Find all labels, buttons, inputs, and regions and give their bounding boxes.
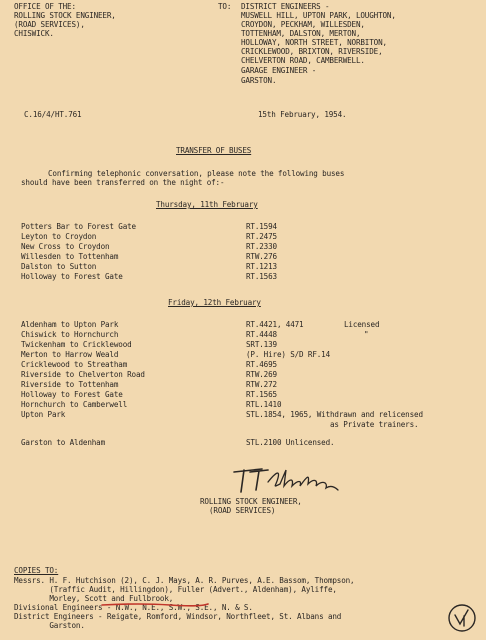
transfer-bus: RT.2475	[246, 232, 277, 241]
transfer-route: Potters Bar to Forest Gate	[21, 222, 136, 231]
copies-line: Messrs. H. F. Hutchison (2), C. J. Mays, A. R. Purves, A.E. Bassom, Thompson,	[14, 576, 355, 585]
copies-line: Garston.	[14, 621, 85, 630]
copies-line: Morley, Scott and Fullbrook,	[14, 594, 174, 603]
transfer-route: Cricklewood to Streatham	[21, 360, 128, 369]
intro-line-1: Confirming telephonic conversation, please note the following buses	[48, 169, 345, 178]
to-line: GARAGE ENGINEER -	[241, 66, 317, 75]
to-line: TOTTENHAM, DALSTON, MERTON,	[241, 29, 361, 38]
memo-heading: TRANSFER OF BUSES	[176, 146, 252, 155]
to-line: CRICKLEWOOD, BRIXTON, RIVERSIDE,	[241, 47, 383, 56]
to-line: CHELVERTON ROAD, CAMBERWELL.	[241, 56, 365, 65]
red-pen-underline	[100, 601, 210, 609]
copies-line: (Traffic Audit, Hillingdon), Fuller (Advert., Aldenham), Ayliffe,	[14, 585, 337, 594]
transfer-route: Garston to Aldenham	[21, 438, 106, 447]
transfer-bus: SRT.139	[246, 340, 277, 349]
transfer-bus: RT.4448	[246, 330, 277, 339]
to-line: GARSTON.	[241, 76, 277, 85]
transfer-bus: RTW.269	[246, 370, 277, 379]
transfer-route: Chiswick to Hornchurch	[21, 330, 119, 339]
copies-line: District Engineers - Reigate, Romford, Windsor, Northfleet, St. Albans and	[14, 612, 342, 621]
transfer-bus: RTW.272	[246, 380, 277, 389]
transfer-route: Willesden to Tottenham	[21, 252, 119, 261]
transfer-bus: RT.2330	[246, 242, 277, 251]
transfer-route: Leyton to Croydon	[21, 232, 97, 241]
transfer-bus-continued: as Private trainers.	[330, 420, 419, 429]
transfer-bus: STL.1854, 1965, Withdrawn and relicensed	[246, 410, 423, 419]
from-line-4: CHISWICK.	[14, 29, 54, 38]
transfer-route: Aldenham to Upton Park	[21, 320, 119, 329]
transfer-route: Riverside to Chelverton Road	[21, 370, 145, 379]
to-label: TO:	[218, 2, 232, 11]
handwritten-signature	[232, 458, 342, 498]
transfer-bus: RT.4421, 4471	[246, 320, 304, 329]
transfer-route: Upton Park	[21, 410, 66, 419]
transfer-route: Hornchurch to Camberwell	[21, 400, 128, 409]
transfer-bus: RT.1565	[246, 390, 277, 399]
from-line-3: (ROAD SERVICES),	[14, 20, 85, 29]
transfer-route: Dalston to Sutton	[21, 262, 97, 271]
memo-date: 15th February, 1954.	[258, 110, 347, 119]
transfer-bus: RT.1213	[246, 262, 277, 271]
transfer-route: Riverside to Tottenham	[21, 380, 119, 389]
transfer-note: Licensed	[344, 320, 380, 329]
to-line: DISTRICT ENGINEERS -	[241, 2, 330, 11]
section-thursday-title: Thursday, 11th February	[156, 200, 258, 209]
transfer-bus: (P. Hire) S/D RF.14	[246, 350, 331, 359]
transfer-bus: RTW.276	[246, 252, 277, 261]
transfer-bus: RT.1594	[246, 222, 277, 231]
copies-line: Divisional Engineers - N.W., N.E., S.W., S.E., N. & S.	[14, 603, 253, 612]
transfer-route: New Cross to Croydon	[21, 242, 110, 251]
transfer-route: Twickenham to Cricklewood	[21, 340, 132, 349]
signatory-title: ROLLING STOCK ENGINEER,	[200, 497, 302, 506]
from-line-2: ROLLING STOCK ENGINEER,	[14, 11, 116, 20]
signatory-subtitle: (ROAD SERVICES)	[209, 506, 276, 515]
transfer-bus: RT.4695	[246, 360, 277, 369]
to-line: MUSWELL HILL, UPTON PARK, LOUGHTON,	[241, 11, 396, 20]
transfer-route: Holloway to Forest Gate	[21, 390, 123, 399]
transfer-route: Holloway to Forest Gate	[21, 272, 123, 281]
to-line: CROYDON, PECKHAM, WILLESDEN,	[241, 20, 365, 29]
copies-heading: COPIES TO:	[14, 566, 59, 575]
transfer-route: Merton to Harrow Weald	[21, 350, 119, 359]
from-line-1: OFFICE OF THE:	[14, 2, 76, 11]
handwritten-tick-mark	[446, 602, 478, 634]
transfer-bus: RTL.1410	[246, 400, 282, 409]
section-friday-title: Friday, 12th February	[168, 298, 261, 307]
to-line: HOLLOWAY, NORTH STREET, NORBITON,	[241, 38, 387, 47]
intro-line-2: should have been transferred on the night of:-	[21, 178, 225, 187]
transfer-bus: STL.2100 Unlicensed.	[246, 438, 335, 447]
transfer-bus: RT.1563	[246, 272, 277, 281]
transfer-note: "	[364, 330, 369, 339]
reference-number: C.16/4/HT.761	[24, 110, 82, 119]
